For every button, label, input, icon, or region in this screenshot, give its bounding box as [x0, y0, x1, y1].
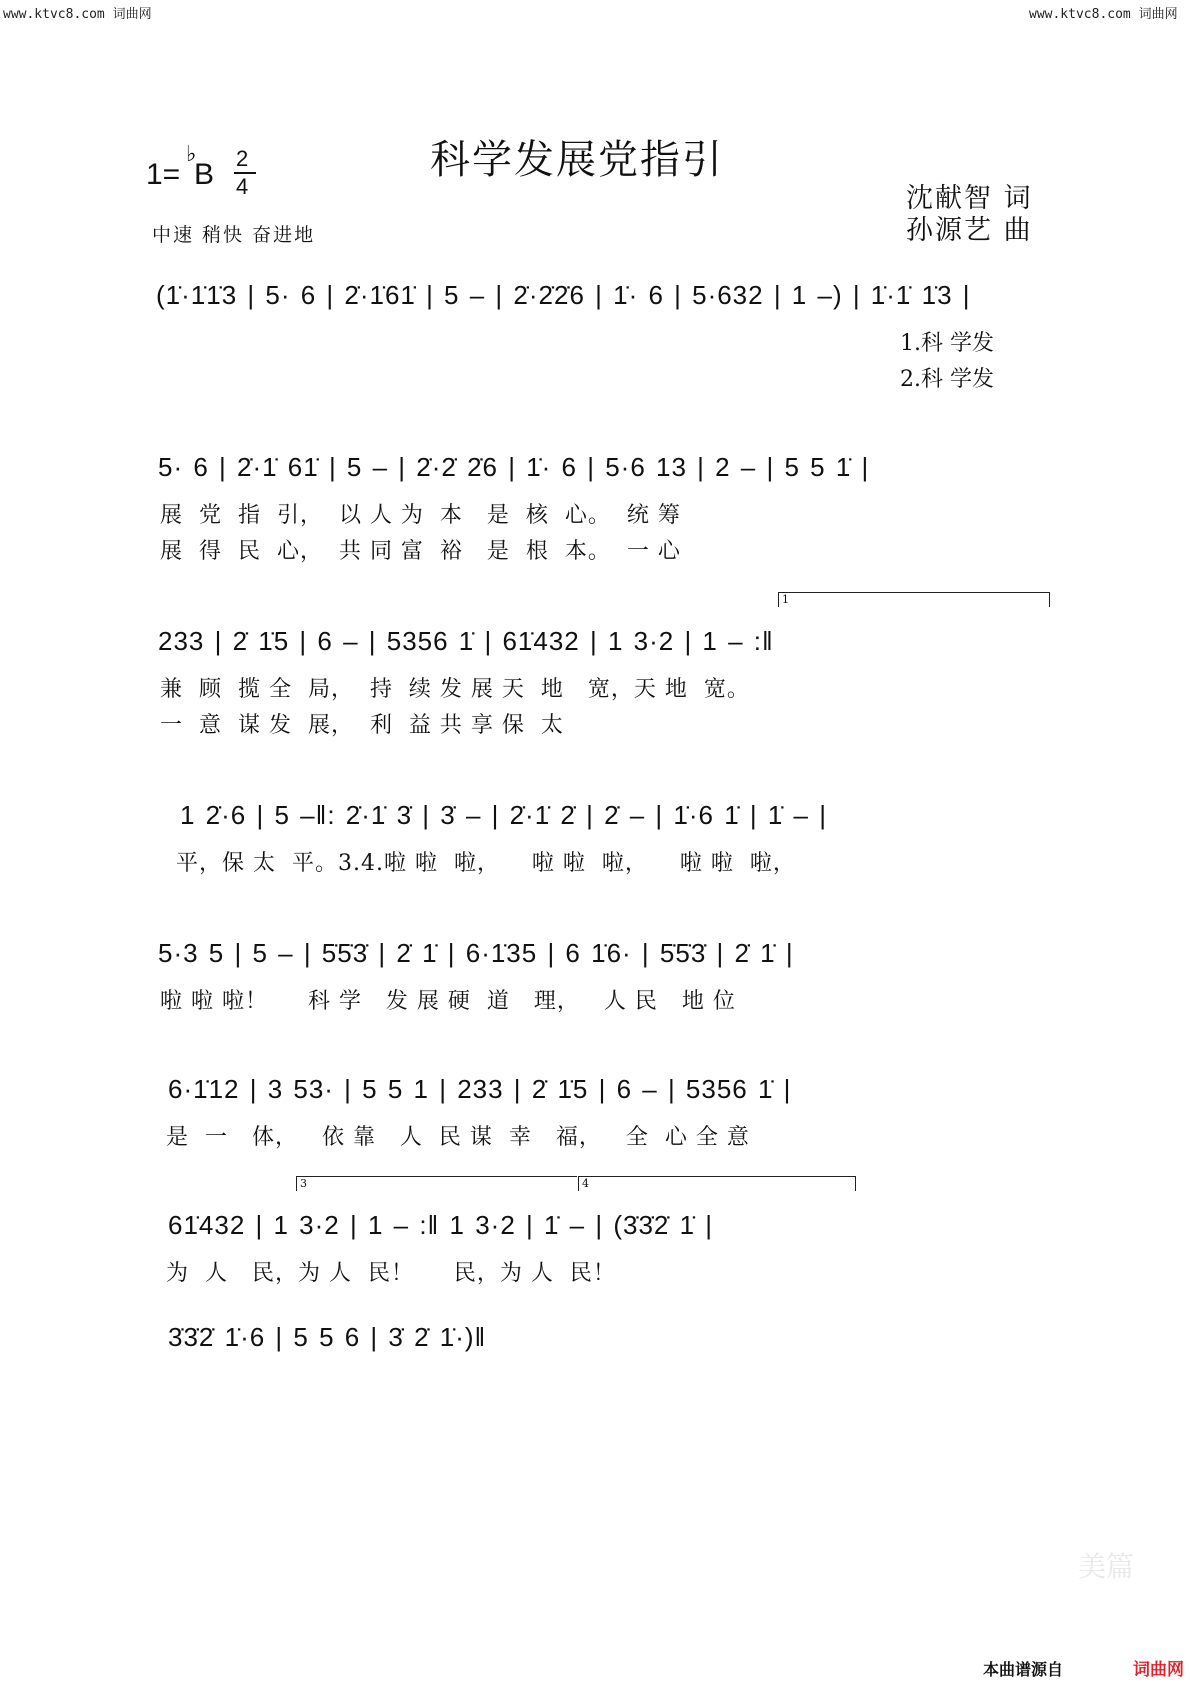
volta-label-1: 1 [782, 593, 789, 606]
time-signature-bottom: 4 [236, 174, 249, 199]
notation-line-5: 5·3 5 | 5 – | 5̇5̇3̇ | 2̇ 1̇ | 6·1̇35 | 6 1̇6· | 5̇5̇3̇ | 2̇ 1̇ | [158, 938, 794, 968]
volta-label-3: 3 [300, 1177, 307, 1190]
lyric-line-5: 啦 啦 啦！ 科 学 发 展 硬 道 理， 人 民 地 位 [160, 989, 736, 1014]
tempo-marking: 中速 稍快 奋进地 [152, 224, 316, 246]
volta-bracket-3 [296, 1176, 577, 1191]
lyric-line-2-verse-2: 展 得 民 心， 共 同 富 裕 是 根 本。 一 心 [160, 539, 681, 564]
lyric-line-2-verse-1: 展 党 指 引， 以 人 为 本 是 核 心。 统 筹 [160, 503, 681, 528]
watermark-left: www.ktvc8.com 词曲网 [3, 7, 152, 22]
notation-line-6: 6·1̇12 | 3 53· | 5 5 1 | 233 | 2̇ 1̇5 | 6 – | 5356 1̇ | [168, 1074, 792, 1104]
faint-watermark: 美篇 [1078, 1550, 1135, 1583]
lyricist-credit: 沈献智 词 [906, 183, 1033, 214]
key-note: B [194, 158, 215, 191]
lyric-line-1-verse-2: 2.科 学发 [900, 367, 994, 392]
notation-line-1: (1̇·1̇1̇3 | 5· 6 | 2̇·1̇61̇ | 5 – | 2̇·2̇2̇6 | 1̇· 6 | 5·632 | 1 –) | 1̇·1̇ 1̇3 | [156, 280, 971, 310]
song-title: 科学发展党指引 [430, 137, 724, 183]
watermark-right: www.ktvc8.com 词曲网 [1029, 7, 1178, 22]
composer-credit: 孙源艺 曲 [906, 215, 1033, 246]
footer-source-text: 本曲谱源自 [983, 1660, 1064, 1679]
notation-line-7: 61̇432 | 1 3·2 | 1 – :‖ 1 3·2 | 1̇ – | (3̇3̇2̇ 1̇ | [168, 1210, 714, 1240]
lyric-line-3-verse-1: 兼 顾 揽 全 局， 持 续 发 展 天 地 宽，天 地 宽。 [160, 677, 750, 702]
volta-label-4: 4 [582, 1177, 589, 1190]
lyric-line-4: 平，保 太 平。3.4.啦 啦 啦， 啦 啦 啦， 啦 啦 啦， [176, 851, 796, 876]
volta-bracket-1 [778, 592, 1050, 607]
lyric-line-7: 为 人 民，为 人 民！ 民，为 人 民！ [166, 1261, 616, 1286]
notation-line-3: 233 | 2̇ 1̇5 | 6 – | 5356 1̇ | 61̇432 | 1 3·2 | 1 – :‖ [158, 626, 774, 656]
lyric-line-1-verse-1: 1.科 学发 [900, 331, 994, 356]
notation-line-4: 1 2̇·6 | 5 –‖: 2̇·1̇ 3̇ | 3̇ – | 2̇·1̇ 2̇ | 2̇ – | 1̇·6 1̇ | 1̇ – | [180, 800, 827, 830]
volta-bracket-4 [578, 1176, 856, 1191]
notation-line-8: 3̇3̇2̇ 1̇·6 | 5 5 6 | 3̇ 2̇ 1̇·)‖ [168, 1322, 487, 1352]
key-signature-prefix: 1= [146, 158, 181, 191]
time-signature-top: 2 [236, 146, 249, 171]
lyric-line-3-verse-2: 一 意 谋 发 展， 利 益 共 享 保 太 [160, 713, 564, 738]
lyric-line-6: 是 一 体， 依 靠 人 民 谋 幸 福， 全 心 全 意 [166, 1125, 750, 1150]
notation-line-2: 5· 6 | 2̇·1̇ 61̇ | 5 – | 2̇·2̇ 2̇6 | 1̇· 6 | 5·6 13 | 2 – | 5 5 1̇ | [158, 452, 870, 482]
key-flat-symbol: ♭ [186, 142, 197, 167]
footer-site-name: 词曲网 [1133, 1660, 1184, 1680]
